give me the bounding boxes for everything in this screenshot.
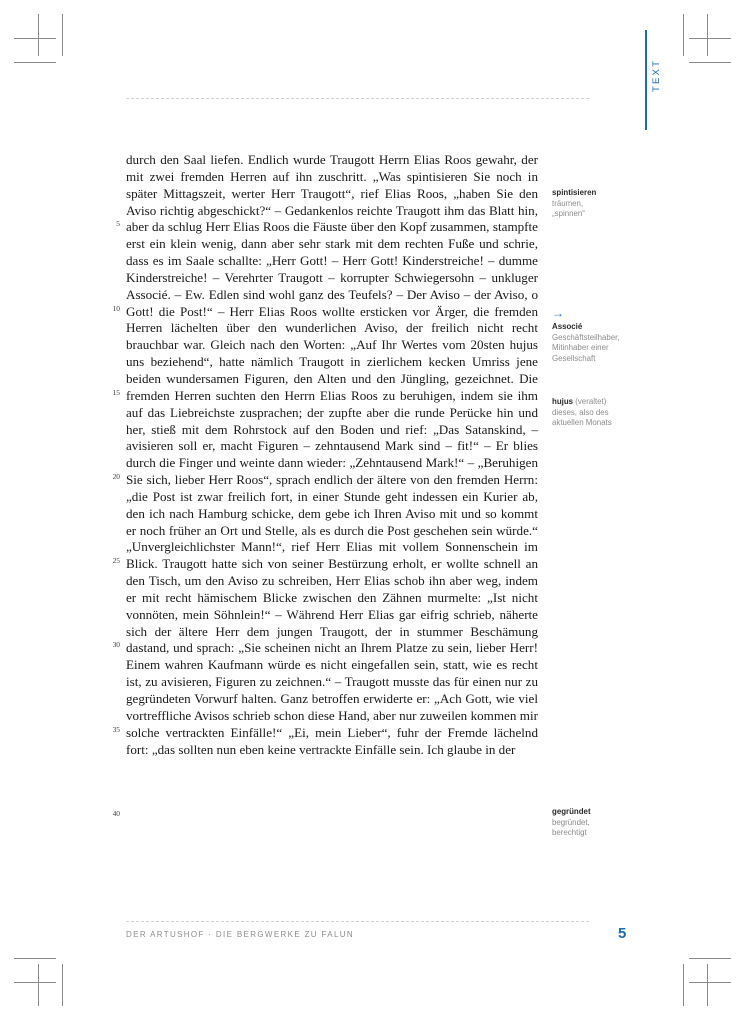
- margin-note-headword: Associé: [552, 322, 583, 331]
- margin-note-qualifier: (veraltet): [573, 397, 607, 406]
- crop-mark-bottom-left-horizontal: [14, 958, 56, 959]
- line-number-gutter: [98, 152, 120, 912]
- line-number: 5: [116, 219, 120, 228]
- margin-note: [552, 188, 650, 220]
- margin-note: [552, 307, 650, 364]
- arrow-right-icon: →: [552, 306, 564, 320]
- line-number: 40: [112, 809, 120, 818]
- crop-mark-bottom-left-vertical: [38, 964, 39, 1006]
- section-tab-label: TEXT: [651, 58, 662, 92]
- margin-note-headword: spintisieren: [552, 188, 597, 197]
- margin-note-headword: hujus: [552, 397, 574, 406]
- crop-mark-top-left-vertical: [38, 14, 39, 56]
- footer-dashed-rule: [126, 921, 589, 922]
- line-number: 30: [112, 640, 120, 649]
- body-paragraph: durch den Saal liefen. Endlich wurde Traugott Herrn Elias Roos gewahr, der mit zwei fremden Herren auf ihn zuschritt. „Was spintisieren Sie noch in später Mittagszeit, werter Herr Traugott“, rief Elias Roos, „haben Sie den Aviso richtig abgeschickt?“ – Gedankenlos reichte Traugott ihm das Blatt hin, aber da schlug Herr Elias Roos die Fäuste über den Kopf zusammen, stampfte erst ein klein wenig, dann aber sehr stark mit dem rechten Fuße und schrie, dass es im Saale schallte: „Herr Gott! – Herr Gott! Kinderstreiche! – dumme Kinderstreiche! – Verehrter Traugott – korrupter Schwiegersohn – unkluger Associé. – Ew. Edlen sind wohl ganz des Teufels? – Der Aviso – der Aviso, o Gott! die Post!“ – Herr Elias Roos wollte ersticken vor Ärger, die fremden Herren lächelten über den wunderlichen Aviso, der freilich nicht recht brauchbar war. Gleich nach den Worten: „Auf Ihr Wertes vom 20sten hujus uns beziehend“, hatte nämlich Traugott in zierlichem kecken Umriss jene beiden wundersamen Figuren, den Alten und den Jüngling, gezeichnet. Die fremden Herren suchten den Herrn Elias Roos zu beruhigen, indem sie ihm auf das Liebreichste zusprachen; der zupfte aber die runde Perücke hin und her, stieß mit dem Rohrstock auf den Boden und rief: „Das Satanskind, – avisieren soll er, macht Figuren – zehntausend Mark sind – fit!“ – Er blies durch die Finger und weinte dann wieder: „Zehntausend Mark!“ – „Beruhigen Sie sich, lieber Herr Roos“, sprach endlich der ältere von den fremden Herrn: „die Post ist zwar freilich fort, in einer Stunde geht indessen ein Kurier ab, den ich nach Hamburg schicke, dem gebe ich Ihren Aviso mit und so kommt er noch früher an Ort und Stelle, als es durch die Post geschehen sein würde.“ „Unvergleichlichster Mann!“, rief Herr Elias mit vollem Sonnenschein im Blick. Traugott hatte sich von seiner Bestürzung erholt, er wollte schnell an den Tisch, um den Aviso zu schreiben, Herr Elias schob ihn aber weg, indem er mit recht hämischem Blicke zwischen den Zähnen murmelte: „Ist nicht vonnöten, mein Söhnlein!“ – Während Herr Elias gar eifrig schrieb, näherte sich der ältere Herr dem jungen Traugott, der in stummer Beschämung dastand, und sprach: „Sie scheinen nicht an Ihrem Platze zu sein, lieber Herr! Einem wahren Kaufmann würde es nicht eingefallen sein, statt, wie es recht ist, zu avisieren, Figuren zu zeichnen.“ – Traugott musste das für einen nur zu gegründeten Vorwurf halten. Ganz betroffen erwiderte er: „Ach Gott, wie viel vortreffliche Avisos schrieb schon diese Hand, aber nur zuweilen kommen mir solche vertrackten Einfälle!“ „Ei, mein Lieber“, fuhr der Fremde lächelnd fort: „das sollten nun eben keine vertrackte Einfälle sein. Ich glaube in der: [126, 152, 538, 757]
- crop-mark-top-left-horizontal: [14, 38, 56, 39]
- section-tab-rule: [645, 30, 647, 130]
- body-text-column: [126, 152, 538, 758]
- line-number: 35: [112, 725, 120, 734]
- line-number: 15: [112, 388, 120, 397]
- line-number: 25: [112, 556, 120, 565]
- margin-note-definition: begründet, berechtigt: [552, 817, 590, 838]
- crop-mark-bottom-right-vertical: [683, 964, 684, 1006]
- margin-note: [552, 397, 650, 429]
- margin-note-headword: gegründet: [552, 807, 591, 816]
- margin-note-definition: Geschäftsteilhaber, Mitinhaber einer Gesellschaft: [552, 332, 620, 363]
- crop-mark-top-left-horizontal-2: [14, 62, 56, 63]
- crop-mark-bottom-right-horizontal: [689, 958, 731, 959]
- crop-mark-top-right-vertical-2: [707, 14, 708, 56]
- page-number: 5: [618, 925, 627, 942]
- margin-note-definition: träumen, „spinnen“: [552, 198, 585, 219]
- section-tab: [645, 30, 705, 150]
- crop-mark-bottom-left-vertical-2: [62, 964, 63, 1006]
- header-dashed-rule: [126, 98, 589, 99]
- line-number: 10: [112, 304, 120, 313]
- margin-note: [552, 807, 650, 839]
- crop-mark-bottom-left-horizontal-2: [14, 982, 56, 983]
- margin-note-definition: dieses, also des aktuellen Monats: [552, 407, 612, 428]
- footer-running-title: DER ARTUSHOF · DIE BERGWERKE ZU FALUN: [126, 930, 355, 939]
- crop-mark-bottom-right-horizontal-2: [689, 982, 731, 983]
- crop-mark-bottom-right-vertical-2: [707, 964, 708, 1006]
- line-number: 20: [112, 472, 120, 481]
- crop-mark-top-left-vertical-2: [62, 14, 63, 56]
